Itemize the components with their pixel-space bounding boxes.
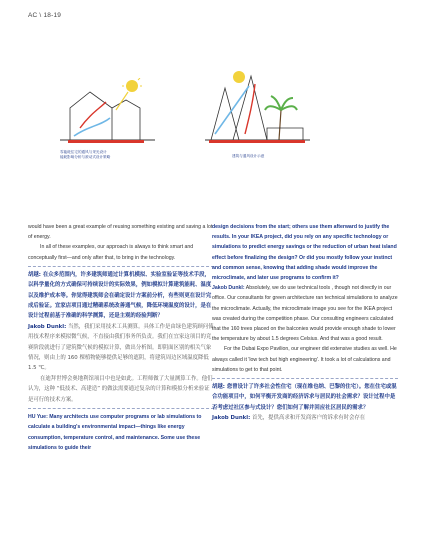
left-diagram-caption: 零能耗住宅的通风与采光设计 能耗影响分析与被动式设计策略 <box>60 150 111 159</box>
right-diagram-caption: 建筑与通风设计示意 <box>232 154 265 158</box>
answer-en-2: For the Dubai Expo Pavilion, our engineer did extensive studies as well. He always called it 'low tech but high engineering'. It took a lot of calculations and simulations to get to that point. <box>212 346 397 373</box>
answer-2-zh-text: 首先，提供高求和开发商客户的诉求有时会存在 <box>251 415 366 422</box>
paragraph-en-1: would have been a great example of reusing something existing and saving a lot of energy. <box>28 224 213 241</box>
left-section-diagram <box>60 78 155 148</box>
speaker-name: Jakob Dunkl: <box>212 415 251 422</box>
answer-zh-2: 在迪拜世博会奥地利馆项目中也是如此。工程师做了大量测算工作。他们认为，这种 “低技术、高建造” 的做法需要通过复杂的计算和模拟分析来验证是可行的技术方案。 <box>28 375 213 403</box>
sun-ray-arrow <box>116 92 128 110</box>
question-zh: 胡越: 在众多范围内，许多建筑师通过计算机模拟、实验室验证等技术手段，以科学量化的方式确保可持续设计的实际效果，例如模拟计算建筑能耗、温度以及维护成本等。你觉得建筑师会在确定设计方案前分析，有些则更在设计完成后验证。宜家店项目通过精确系统改善通气候，降低环境温度的设计，是在设计过程前基于准确的科学测算，还是主观的经验判断？ <box>28 271 212 320</box>
sun-icon <box>126 80 138 92</box>
paragraph-en-2: In all of these examples, our approach is always to think smart and conceptually first—and only after that, to bring in the technology. <box>28 244 194 261</box>
right-column <box>212 222 398 424</box>
cool-air-arrow <box>215 86 249 134</box>
answer-2-zh <box>212 413 398 423</box>
warm-air-arrow <box>80 102 106 128</box>
left-column <box>28 222 214 453</box>
base-slab <box>68 140 144 143</box>
running-head: AC \ 18-19 <box>28 12 62 19</box>
cool-air-arrow <box>74 118 110 136</box>
building-block <box>267 128 303 140</box>
palm-tree-icon <box>265 96 297 140</box>
speaker-name: Jakob Dunkl: <box>212 285 245 292</box>
question-en-continued: design decisions from the start; others use them afterward to justify the results. In your IKEA project, did you rely on any specific technology or simulations to predict energy savings or the reduction of urban heat island effect before finalizing the design? Or did you mostly follow your instinct and common sense, knowing that adding shade would improve the microclimate, and later use programs to confirm it? <box>212 224 397 282</box>
answer-en <box>212 283 398 344</box>
answer-zh-text: 当然，我们采用技术工具测算。具体工作是由绿色建筑顾问使用技术程序来模拟微气候，不直接由我们事务所负责。我们在宜家这项目的竞赛阶段就进行了建筑微气候的模拟计算，做出分析图。即阴面区别的相关气象情况，则由上的 160 棵植物能够提供足够的遮阴，将建筑周边区域温度降低 1.5 ℃。 <box>28 323 214 372</box>
base-slab <box>209 140 305 143</box>
roof-extension <box>112 100 140 140</box>
section-divider <box>28 266 214 267</box>
section-divider <box>28 408 214 409</box>
sun-icon <box>233 71 245 83</box>
spire-roof-mid <box>233 76 267 140</box>
right-section-diagram <box>205 70 310 152</box>
answer-en-text: Absolutely, we do use technical tools , though not directly in our office. Our consultants for green architecture ran technical simulations to analyze the microclimate. Actually, the microclimate image you see for the IKEA project was created during the competition phase. Our consulting engineers calculated that the 160 trees placed on the balconies would provide enough shade to lower the temperature by about 1.5 degrees Celsius. And that was a good result. <box>212 285 398 343</box>
question-2-zh: 胡越: 您曾设计了许多社会性住宅（现在维也纳、巴黎的住宅）。您在住宅或混合功能项目中，如何平衡开发商的经济诉求与居民的社会需求？设计过程中是否考虑过社区参与式设计？您们如何了解并回应社区居民的需求？ <box>212 384 397 411</box>
answer-zh <box>28 322 214 374</box>
question-en: HU Yue: Many architects use computer programs or lab simulations to calculate a building's environmental impact—things like energy consumption, temperature control, and maintenance. Some use these simulations to guide their <box>28 414 202 451</box>
section-divider <box>212 378 398 379</box>
speaker-name: Jakob Dunkl: <box>28 323 67 330</box>
